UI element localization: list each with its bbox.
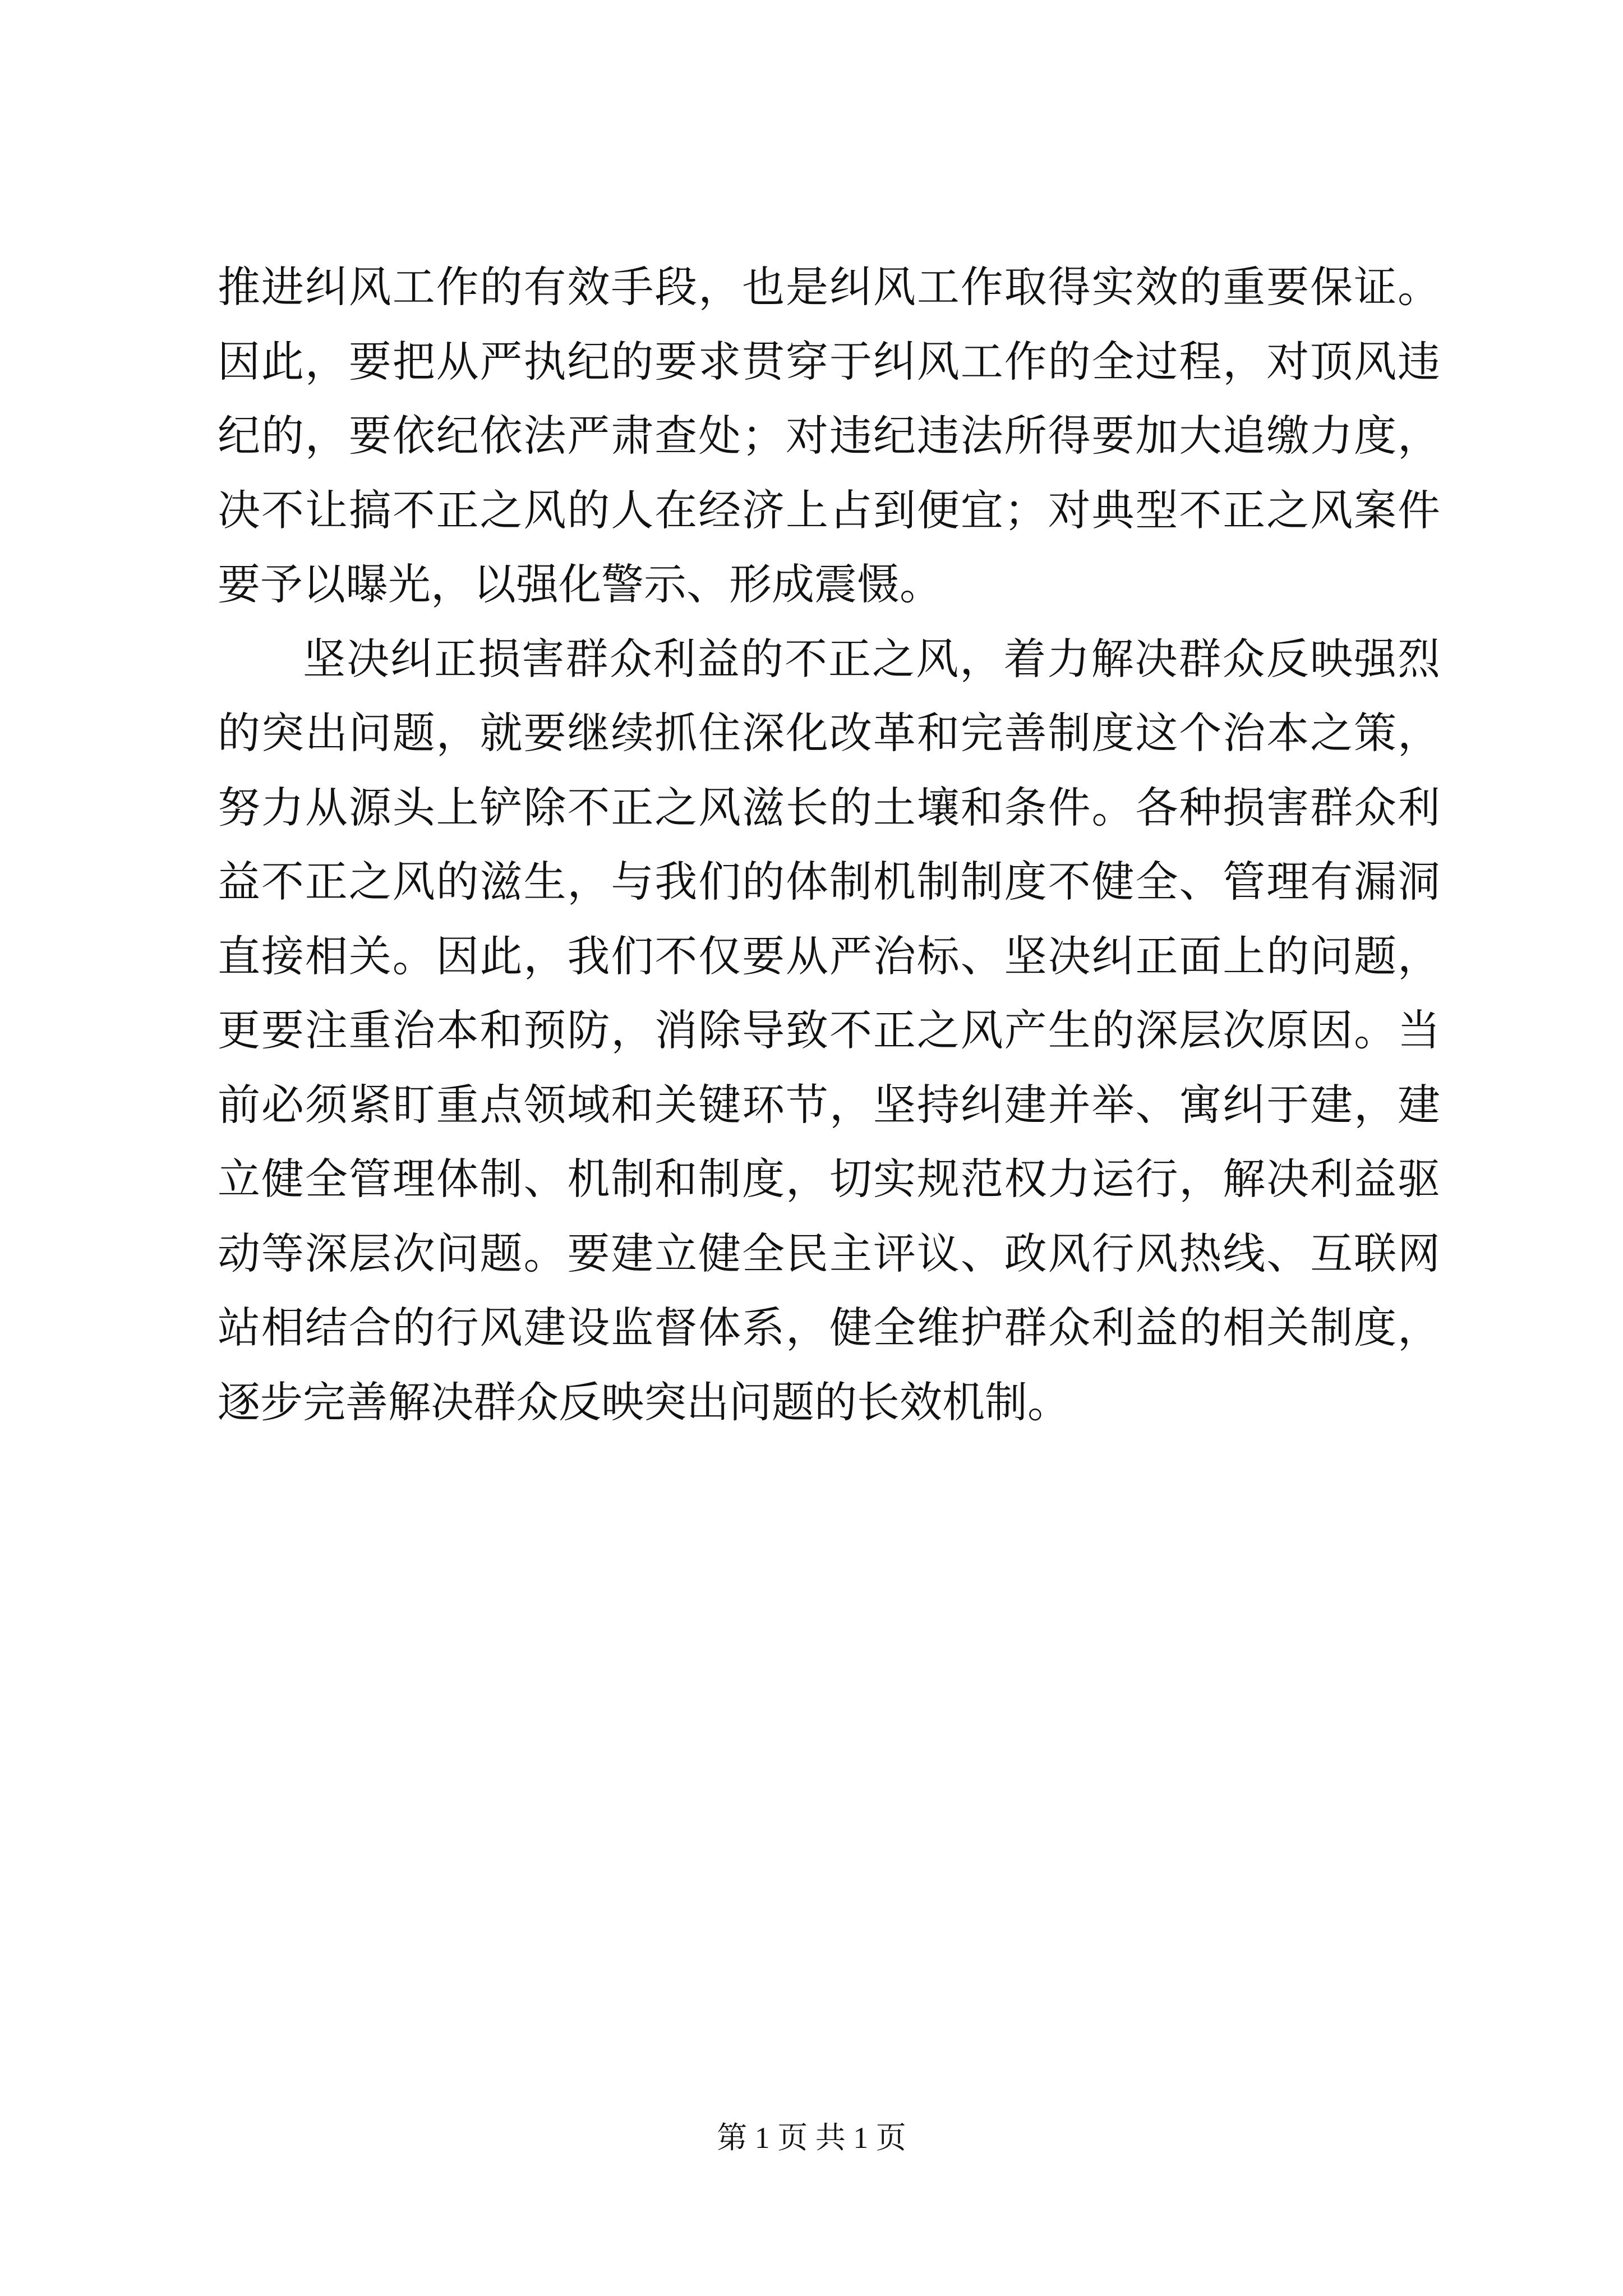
paragraph-line: 因此，要把从严执纪的要求贯穿于纠风工作的全过程，对顶风违 [218, 336, 1440, 386]
paragraph-line: 前必须紧盯重点领域和关键环节，坚持纠建并举、寓纠于建，建 [218, 1079, 1440, 1130]
paragraph-line: 直接相关。因此，我们不仅要从严治标、坚决纠正面上的问题， [218, 931, 1440, 981]
paragraph-line: 立健全管理体制、机制和制度，切实规范权力运行，解决利益驱 [218, 1154, 1440, 1204]
paragraph-1 [218, 250, 1440, 622]
paragraph-2 [218, 622, 1440, 1440]
paragraph-line: 的突出问题，就要继续抓住深化改革和完善制度这个治本之策， [218, 708, 1440, 758]
paragraph-line: 推进纠风工作的有效手段，也是纠风工作取得实效的重要保证。 [218, 262, 1440, 312]
paragraph-line: 坚决纠正损害群众利益的不正之风，着力解决群众反映强烈 [303, 633, 1440, 684]
document-body [218, 250, 1440, 1439]
paragraph-line: 决不让搞不正之风的人在经济上占到便宜；对典型不正之风案件 [218, 485, 1440, 535]
page-number-label: 第 1 页 共 1 页 [717, 2121, 906, 2155]
page-footer [0, 2114, 1623, 2157]
paragraph-line: 站相结合的行风建设监督体系，健全维护群众利益的相关制度， [218, 1303, 1440, 1352]
paragraph-line: 动等深层次问题。要建立健全民主评议、政风行风热线、互联网 [218, 1228, 1440, 1278]
paragraph-line: 更要注重治本和预防，消除导致不正之风产生的深层次原因。当 [218, 1005, 1440, 1055]
paragraph-line: 努力从源头上铲除不正之风滋长的土壤和条件。各种损害群众利 [218, 782, 1440, 832]
paragraph-line: 纪的，要依纪依法严肃查处；对违纪违法所得要加大追缴力度， [218, 411, 1440, 461]
paragraph-line: 益不正之风的滋生，与我们的体制机制制度不健全、管理有漏洞 [218, 857, 1440, 907]
paragraph-line: 逐步完善解决群众反映突出问题的长效机制。 [218, 1377, 1070, 1427]
paragraph-line: 要予以曝光，以强化警示、形成震慑。 [218, 559, 942, 609]
